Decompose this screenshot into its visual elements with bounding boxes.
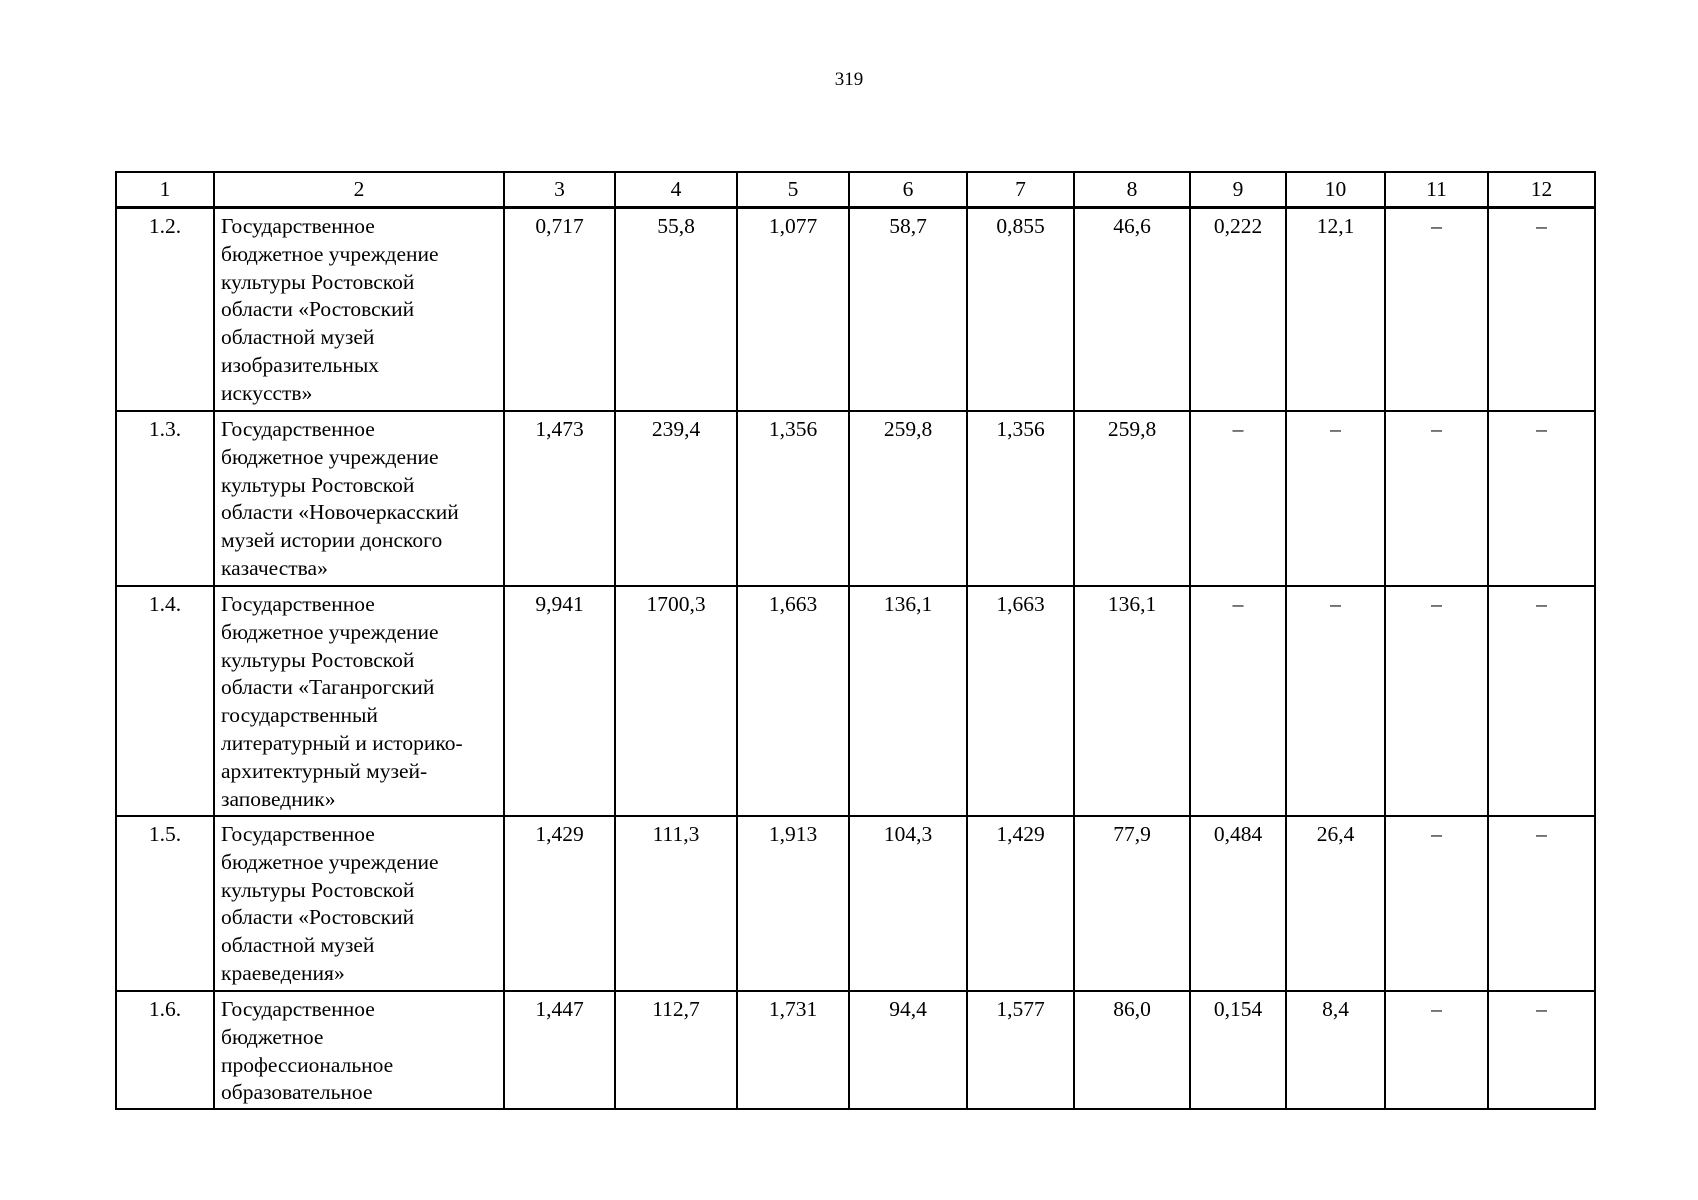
institution-name: Государственное бюджетное учреждение культуры Ростовской области «Ростовский областной музей краеведения» bbox=[214, 816, 504, 991]
data-table bbox=[115, 171, 1596, 1110]
table-cell: – bbox=[1286, 586, 1385, 816]
column-header: 11 bbox=[1385, 172, 1488, 208]
table-cell: 94,4 bbox=[849, 991, 967, 1109]
table-cell: 136,1 bbox=[1074, 586, 1190, 816]
table-cell: 259,8 bbox=[1074, 411, 1190, 586]
table-cell: 8,4 bbox=[1286, 991, 1385, 1109]
table-cell: 1,731 bbox=[737, 991, 849, 1109]
table-cell: 46,6 bbox=[1074, 208, 1190, 412]
column-header: 4 bbox=[615, 172, 737, 208]
table-cell: 239,4 bbox=[615, 411, 737, 586]
table-cell: 104,3 bbox=[849, 816, 967, 991]
row-number: 1.4. bbox=[116, 586, 214, 816]
row-number: 1.2. bbox=[116, 208, 214, 412]
column-header: 9 bbox=[1190, 172, 1286, 208]
table-cell: – bbox=[1385, 991, 1488, 1109]
table-cell: 86,0 bbox=[1074, 991, 1190, 1109]
table-cell: 0,717 bbox=[504, 208, 615, 412]
table-cell: 9,941 bbox=[504, 586, 615, 816]
table-cell: 1,077 bbox=[737, 208, 849, 412]
table-cell: 77,9 bbox=[1074, 816, 1190, 991]
table-cell: – bbox=[1190, 586, 1286, 816]
table-header-row bbox=[116, 172, 1595, 208]
table-cell: – bbox=[1488, 208, 1595, 412]
column-header: 2 bbox=[214, 172, 504, 208]
column-header: 10 bbox=[1286, 172, 1385, 208]
table-row bbox=[116, 816, 1595, 991]
table-cell: 136,1 bbox=[849, 586, 967, 816]
column-header: 12 bbox=[1488, 172, 1595, 208]
table-cell: 1,356 bbox=[967, 411, 1074, 586]
table-cell: 12,1 bbox=[1286, 208, 1385, 412]
table-row bbox=[116, 411, 1595, 586]
institution-name: Государственное бюджетное профессиональное образовательное bbox=[214, 991, 504, 1109]
table-cell: 0,154 bbox=[1190, 991, 1286, 1109]
table-cell: 112,7 bbox=[615, 991, 737, 1109]
table-cell: – bbox=[1190, 411, 1286, 586]
column-header: 8 bbox=[1074, 172, 1190, 208]
table-cell: – bbox=[1488, 586, 1595, 816]
row-number: 1.3. bbox=[116, 411, 214, 586]
table-cell: 55,8 bbox=[615, 208, 737, 412]
table-row bbox=[116, 991, 1595, 1109]
table-cell: 111,3 bbox=[615, 816, 737, 991]
table-cell: – bbox=[1385, 586, 1488, 816]
institution-name: Государственное бюджетное учреждение культуры Ростовской области «Ростовский областной музей изобразительных искусств» bbox=[214, 208, 504, 412]
table-cell: 1,429 bbox=[504, 816, 615, 991]
column-header: 7 bbox=[967, 172, 1074, 208]
table-cell: 1700,3 bbox=[615, 586, 737, 816]
column-header: 1 bbox=[116, 172, 214, 208]
table-cell: 1,429 bbox=[967, 816, 1074, 991]
table-cell: 259,8 bbox=[849, 411, 967, 586]
table-cell: 58,7 bbox=[849, 208, 967, 412]
table-cell: 1,663 bbox=[737, 586, 849, 816]
table-cell: 26,4 bbox=[1286, 816, 1385, 991]
institution-name: Государственное бюджетное учреждение культуры Ростовской области «Таганрогский государственный литературный и историко- архитектурный музей- заповедник» bbox=[214, 586, 504, 816]
table-cell: 1,663 bbox=[967, 586, 1074, 816]
row-number: 1.5. bbox=[116, 816, 214, 991]
row-number: 1.6. bbox=[116, 991, 214, 1109]
table-cell: 0,855 bbox=[967, 208, 1074, 412]
table-cell: 0,222 bbox=[1190, 208, 1286, 412]
table-cell: – bbox=[1488, 411, 1595, 586]
table-cell: 1,577 bbox=[967, 991, 1074, 1109]
institution-name: Государственное бюджетное учреждение культуры Ростовской области «Новочеркасский музей истории донского казачества» bbox=[214, 411, 504, 586]
table-cell: – bbox=[1488, 991, 1595, 1109]
table-cell: 1,473 bbox=[504, 411, 615, 586]
table-cell: – bbox=[1385, 208, 1488, 412]
table-cell: 1,356 bbox=[737, 411, 849, 586]
table-row bbox=[116, 586, 1595, 816]
page-number: 319 bbox=[834, 69, 864, 90]
table-cell: – bbox=[1385, 816, 1488, 991]
table-cell: – bbox=[1286, 411, 1385, 586]
table-cell: 1,913 bbox=[737, 816, 849, 991]
column-header: 6 bbox=[849, 172, 967, 208]
column-header: 5 bbox=[737, 172, 849, 208]
table-cell: 1,447 bbox=[504, 991, 615, 1109]
table-cell: 0,484 bbox=[1190, 816, 1286, 991]
table-row bbox=[116, 208, 1595, 412]
column-header: 3 bbox=[504, 172, 615, 208]
table-cell: – bbox=[1488, 816, 1595, 991]
table-cell: – bbox=[1385, 411, 1488, 586]
